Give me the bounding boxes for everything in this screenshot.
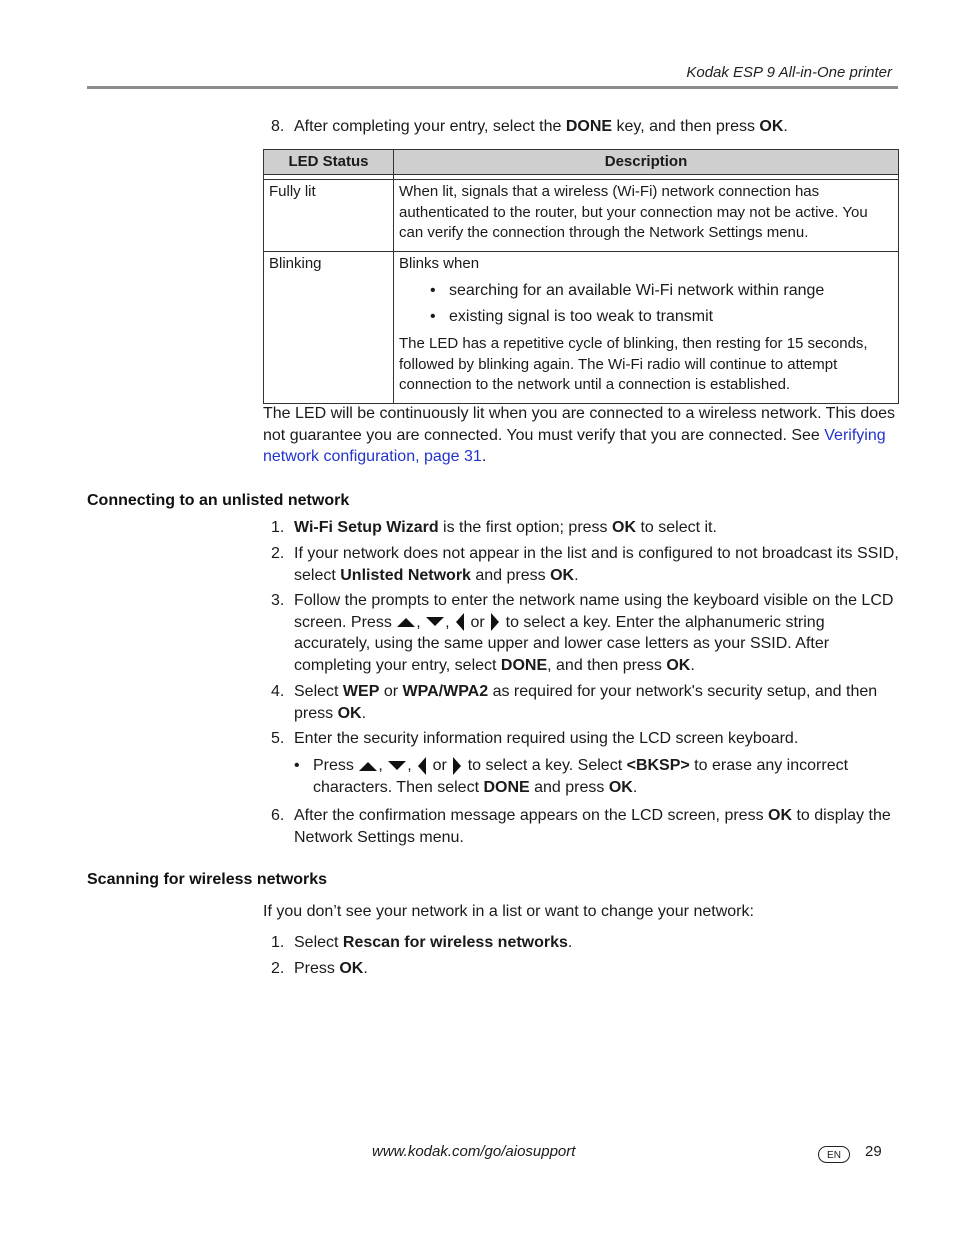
down-arrow-icon xyxy=(387,760,407,772)
up-arrow-icon xyxy=(396,616,416,628)
running-header: Kodak ESP 9 All-in-One printer xyxy=(686,64,892,81)
text: After completing your entry, select the xyxy=(294,118,566,135)
step-number: 8. xyxy=(271,118,285,135)
footer-url: www.kodak.com/go/aiosupport xyxy=(372,1143,576,1160)
bold-term: Rescan for wireless networks xyxy=(342,934,568,951)
step-number: 1. xyxy=(271,934,285,951)
description-intro: Blinks when xyxy=(399,254,480,272)
bullet-list xyxy=(399,278,893,330)
step-number: 5. xyxy=(271,730,285,747)
text: to select a key. Select xyxy=(463,757,627,774)
text: Press xyxy=(294,960,340,977)
up-arrow-icon xyxy=(358,760,378,772)
ok-key: OK xyxy=(337,704,362,722)
text: . xyxy=(567,934,573,951)
scan-step-1 xyxy=(263,932,903,954)
ok-key: OK xyxy=(550,566,575,584)
step-number: 4. xyxy=(271,683,285,700)
description-note: The LED has a repetitive cycle of blinking, then resting for 15 seconds, followed by blinking again. The Wi-Fi radio will continue to attempt connection to the network until a connection is established. xyxy=(399,335,868,393)
list-item: • searching for an available Wi-Fi network within range xyxy=(399,278,893,304)
step-text xyxy=(294,681,903,724)
text: , and then press xyxy=(547,656,667,674)
step-1 xyxy=(263,517,903,539)
text: Select xyxy=(294,683,343,700)
step-number: 2. xyxy=(271,960,285,977)
text: , xyxy=(407,757,417,774)
ok-key: OK xyxy=(339,960,364,977)
text: to select it. xyxy=(636,519,717,536)
done-key: DONE xyxy=(500,656,548,674)
step-text: Enter the security information required using the LCD screen keyboard. xyxy=(294,730,799,747)
step-5-bullet xyxy=(294,755,899,799)
step-6 xyxy=(263,805,903,848)
text: to select a key. Enter the alphanumeric string accurately, using the same upper and lower case letters as your SSID. After completing your entry, select xyxy=(294,613,830,674)
step-number: 1. xyxy=(271,519,285,536)
step-number: 2. xyxy=(271,545,285,562)
language-badge: EN xyxy=(818,1146,850,1163)
description-cell: When lit, signals that a wireless (Wi-Fi) network connection has authenticated to the router, but your connection may not be active. You can verify the connection through the Network Settings menu. xyxy=(394,180,899,252)
text: or xyxy=(379,683,403,700)
text: . xyxy=(361,704,367,722)
text: or xyxy=(466,613,490,631)
done-key: DONE xyxy=(483,779,530,796)
ok-key: OK xyxy=(768,807,793,824)
bold-term: WEP xyxy=(342,683,380,700)
led-status-table xyxy=(263,149,899,404)
text: . xyxy=(363,960,368,977)
text: key, and then press xyxy=(612,118,760,135)
table-row xyxy=(264,180,899,252)
step-2 xyxy=(263,543,903,586)
step-text xyxy=(294,958,903,980)
text: After the confirmation message appears on the LCD screen, press xyxy=(294,807,769,824)
text: and press xyxy=(529,779,609,796)
bullet-text xyxy=(313,755,899,799)
bold-term: Wi-Fi Setup Wizard xyxy=(294,519,439,536)
ok-key: OK xyxy=(759,118,784,135)
text: is the first option; press xyxy=(438,519,612,536)
down-arrow-icon xyxy=(425,616,445,628)
section-heading: Connecting to an unlisted network xyxy=(87,492,350,509)
verifying-network-link[interactable]: Verifying network configuration, page 31 xyxy=(263,426,886,465)
text: , xyxy=(445,613,455,631)
step-number: 3. xyxy=(271,592,285,609)
step-5 xyxy=(263,728,903,750)
text: Follow the prompts to enter the network name using the keyboard visible on the LCD screen. Press xyxy=(294,592,894,631)
text: , xyxy=(378,757,388,774)
text: . xyxy=(783,118,788,135)
step-number: 6. xyxy=(271,807,285,824)
header-description: Description xyxy=(394,150,899,175)
step-text xyxy=(294,543,903,586)
step-text xyxy=(294,517,903,539)
left-arrow-icon xyxy=(416,756,428,776)
step-text xyxy=(294,932,903,954)
text: . xyxy=(690,656,695,674)
ok-key: OK xyxy=(666,656,691,674)
text: Select xyxy=(294,934,343,951)
text: to erase any incorrect characters. Then select xyxy=(313,757,849,796)
status-cell: Blinking xyxy=(264,251,394,403)
header-divider xyxy=(87,86,898,89)
text: to display the Network Settings menu. xyxy=(294,807,891,846)
step-8 xyxy=(263,116,903,138)
ok-key: OK xyxy=(608,779,633,796)
right-arrow-icon xyxy=(451,756,463,776)
step-text xyxy=(294,805,903,848)
table-row xyxy=(264,251,899,403)
text: . xyxy=(481,448,487,465)
list-item: • existing signal is too weak to transmit xyxy=(399,304,893,330)
left-arrow-icon xyxy=(454,612,466,632)
scan-step-2 xyxy=(263,958,903,980)
step-3 xyxy=(263,590,903,676)
scanning-intro: If you don’t see your network in a list or want to change your network: xyxy=(263,903,754,920)
page-number: 29 xyxy=(865,1143,882,1160)
text: . xyxy=(632,779,638,796)
ok-key: OK xyxy=(612,519,636,536)
section-heading: Scanning for wireless networks xyxy=(87,871,328,888)
led-note-paragraph xyxy=(263,403,899,468)
text: , xyxy=(416,613,426,631)
step-text xyxy=(294,590,903,676)
text: and press xyxy=(470,566,551,584)
description-cell xyxy=(394,251,899,403)
text: as required for your network's security setup, and then press xyxy=(294,683,878,722)
text: . xyxy=(574,566,579,584)
step-text xyxy=(294,116,903,138)
text: The LED will be continuously lit when you are connected to a wireless network. This does not guarantee you are connected. You must verify that you are connected. See xyxy=(263,405,896,444)
done-key: DONE xyxy=(565,118,613,135)
status-cell: Fully lit xyxy=(264,180,394,252)
text: or xyxy=(428,757,452,774)
bold-term: WPA/WPA2 xyxy=(402,683,489,700)
text: If your network does not appear in the list and is configured to not broadcast its SSID, select xyxy=(294,545,899,584)
right-arrow-icon xyxy=(489,612,501,632)
bullet: • xyxy=(294,757,300,774)
text: Press xyxy=(313,757,359,774)
bold-term: Unlisted Network xyxy=(340,566,471,584)
step-4 xyxy=(263,681,903,724)
header-led-status: LED Status xyxy=(264,150,394,175)
bksp-key: <BKSP> xyxy=(626,757,690,774)
